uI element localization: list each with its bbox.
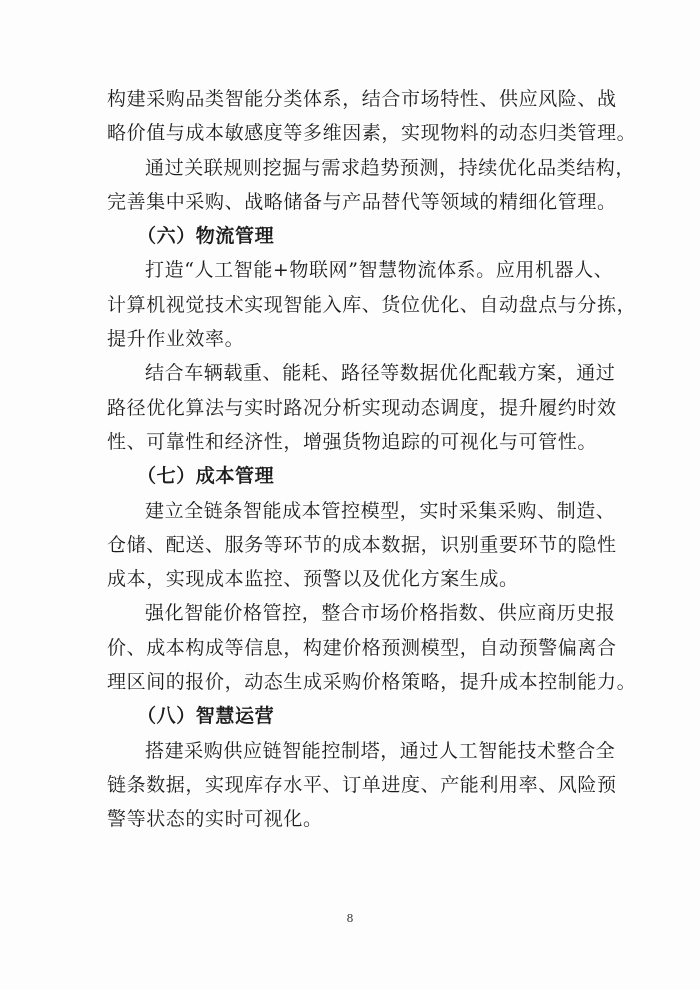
paragraph-first-line: 结合车辆载重、能耗、路径等数据优化配载方案，通过 <box>145 362 616 385</box>
section-heading-cost: （七）成本管理 <box>137 465 275 488</box>
body-line: 提升作业效率。 <box>107 328 245 351</box>
body-line: 性、可靠性和经济性，增强货物追踪的可视化与可管性。 <box>107 430 598 453</box>
document-body <box>107 82 637 837</box>
paragraph-first-line: 建立全链条智能成本管控模型，实时采集采购、制造、 <box>145 499 616 522</box>
page-number: 8 <box>346 912 354 925</box>
body-line: 完善集中采购、战略储备与产品替代等领域的精细化管理。 <box>107 190 617 213</box>
body-line: 构建采购品类智能分类体系，结合市场特性、供应风险、战 <box>107 88 617 110</box>
paragraph-first-line: 搭建采购供应链智能控制塔，通过人工智能技术整合全 <box>145 739 616 762</box>
body-line: 略价值与成本敏感度等多维因素，实现物料的动态归类管理。 <box>107 122 637 145</box>
paragraph-first-line: 通过关联规则挖掘与需求趋势预测，持续优化品类结构， <box>145 156 636 179</box>
body-line: 仓储、配送、服务等环节的成本数据，识别重要环节的隐性 <box>107 533 617 556</box>
body-line: 理区间的报价，动态生成采购价格策略，提升成本控制能力。 <box>107 671 637 694</box>
body-line: 路径优化算法与实时路况分析实现动态调度，提升履约时效 <box>107 396 617 419</box>
section-heading-operations: （八）智慧运营 <box>137 705 275 728</box>
body-line: 价、成本构成等信息，构建价格预测模型，自动预警偏离合 <box>107 636 617 659</box>
body-line: 链条数据，实现库存水平、订单进度、产能利用率、风险预 <box>107 773 617 796</box>
paragraph-first-line: 打造“人工智能+物联网”智慧物流体系。应用机器人、 <box>145 259 614 282</box>
section-heading-logistics: （六）物流管理 <box>137 225 275 248</box>
body-line: 计算机视觉技术实现智能入库、货位优化、自动盘点与分拣， <box>107 293 637 316</box>
body-line: 警等状态的实时可视化。 <box>107 808 323 831</box>
paragraph-first-line: 强化智能价格管控，整合市场价格指数、供应商历史报 <box>145 602 616 625</box>
body-line: 成本，实现成本监控、预警以及优化方案生成。 <box>107 568 519 591</box>
